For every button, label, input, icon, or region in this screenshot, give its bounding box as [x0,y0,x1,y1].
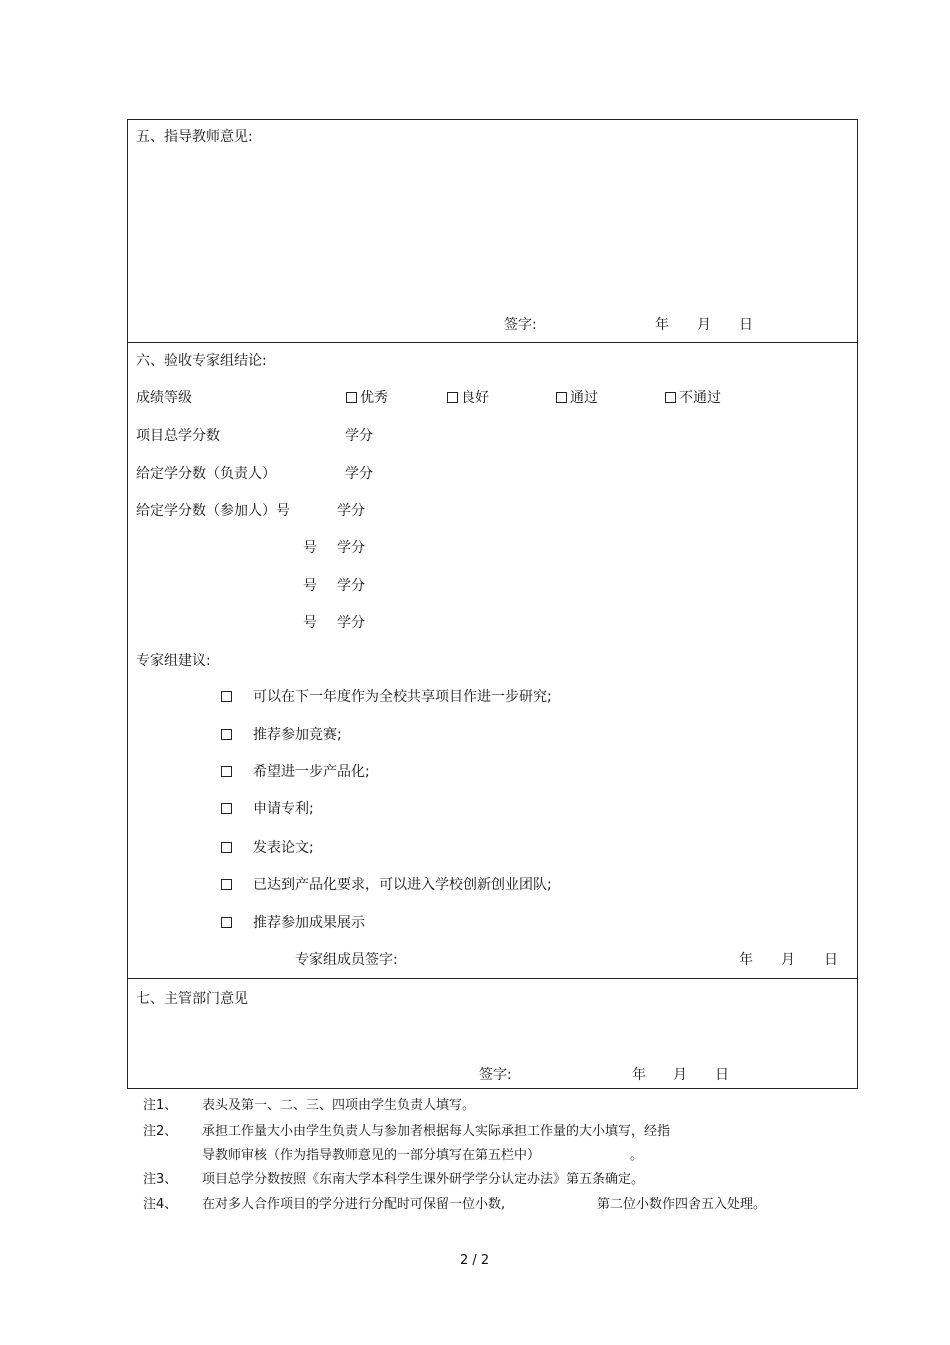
page-number: 2 / 2 [460,1253,490,1268]
grade-label: 成绩等级 [136,390,192,406]
note-label: 注4、 [143,1197,178,1212]
section7-signature-label: 签字: [479,1067,512,1083]
section5-title: 五、指导教师意见: [136,129,253,145]
suggestion-checkbox-shared-project[interactable] [221,691,232,702]
section5-year-label: 年 [655,317,669,333]
suggestion-checkbox-showcase[interactable] [221,917,232,928]
suggestion-checkbox-competition[interactable] [221,729,232,740]
suggestion-checkbox-paper[interactable] [221,842,232,853]
suggestion-label: 申请专利; [253,801,314,817]
note-text-continued: 导教师审核（作为指导教师意见的一部分填写在第五栏中） [202,1148,541,1163]
grade-pass-checkbox[interactable] [556,392,567,403]
participant-credit-unit: 学分 [337,578,365,594]
section5-day-label: 日 [739,317,753,333]
suggestion-label: 推荐参加成果展示 [253,915,365,931]
section7-month-label: 月 [673,1067,687,1083]
suggestion-checkbox-patent[interactable] [221,803,232,814]
section7-year-label: 年 [632,1067,646,1083]
note-text: 在对多人合作项目的学分进行分配时可保留一位小数, [202,1197,506,1212]
section5-signature-label: 签字: [504,317,537,333]
suggestion-label: 可以在下一年度作为全校共享项目作进一步研究; [253,689,552,705]
participant-credits-label: 给定学分数（参加人）号 [136,503,290,519]
section6-year-label: 年 [739,952,753,968]
note-text: 项目总学分数按照《东南大学本科学生课外研学学分认定办法》第五条确定。 [202,1172,645,1187]
row-divider-6-7 [127,978,858,979]
grade-good-checkbox[interactable] [447,392,458,403]
suggestion-title: 专家组建议: [136,653,211,669]
participant-number-label: 号 [303,578,317,594]
section6-day-label: 日 [824,952,838,968]
participant-credit-unit: 学分 [337,615,365,631]
section6-title: 六、验收专家组结论: [136,353,267,369]
total-credits-unit: 学分 [345,428,373,444]
grade-fail-label: 不通过 [679,390,721,406]
grade-excellent-checkbox[interactable] [346,392,357,403]
note-text-period: 。 [630,1148,644,1163]
evaluation-form-table [127,119,858,1089]
section7-day-label: 日 [715,1067,729,1083]
note-text: 表头及第一、二、三、四项由学生负责人填写。 [202,1098,476,1113]
section7-title: 七、主管部门意见 [136,991,248,1007]
note-label: 注2、 [143,1124,178,1139]
participant-number-label: 号 [303,615,317,631]
section5-month-label: 月 [697,317,711,333]
expert-signature-label: 专家组成员签字: [295,952,398,968]
grade-good-label: 良好 [461,390,489,406]
suggestion-label: 希望进一步产品化; [253,764,370,780]
grade-fail-checkbox[interactable] [665,392,676,403]
note-text: 承担工作量大小由学生负责人与参加者根据每人实际承担工作量的大小填写，经指 [202,1124,671,1139]
suggestion-label: 推荐参加竞赛; [253,727,342,743]
suggestion-checkbox-productize[interactable] [221,766,232,777]
note-text-continued: 第二位小数作四舍五入处理。 [597,1197,767,1212]
note-label: 注1、 [143,1098,178,1113]
participant-number-label: 号 [303,540,317,556]
row-divider-5-6 [127,342,858,343]
grade-excellent-label: 优秀 [360,390,388,406]
leader-credits-label: 给定学分数（负责人） [136,466,276,482]
suggestion-label: 已达到产品化要求，可以进入学校创新创业团队; [253,877,552,893]
note-label: 注3、 [143,1172,178,1187]
grade-pass-label: 通过 [570,390,598,406]
participant-credits-unit: 学分 [337,503,365,519]
suggestion-label: 发表论文; [253,840,314,856]
total-credits-label: 项目总学分数 [136,428,220,444]
suggestion-checkbox-startup-team[interactable] [221,879,232,890]
section6-month-label: 月 [781,952,795,968]
participant-credit-unit: 学分 [337,540,365,556]
leader-credits-unit: 学分 [345,466,373,482]
